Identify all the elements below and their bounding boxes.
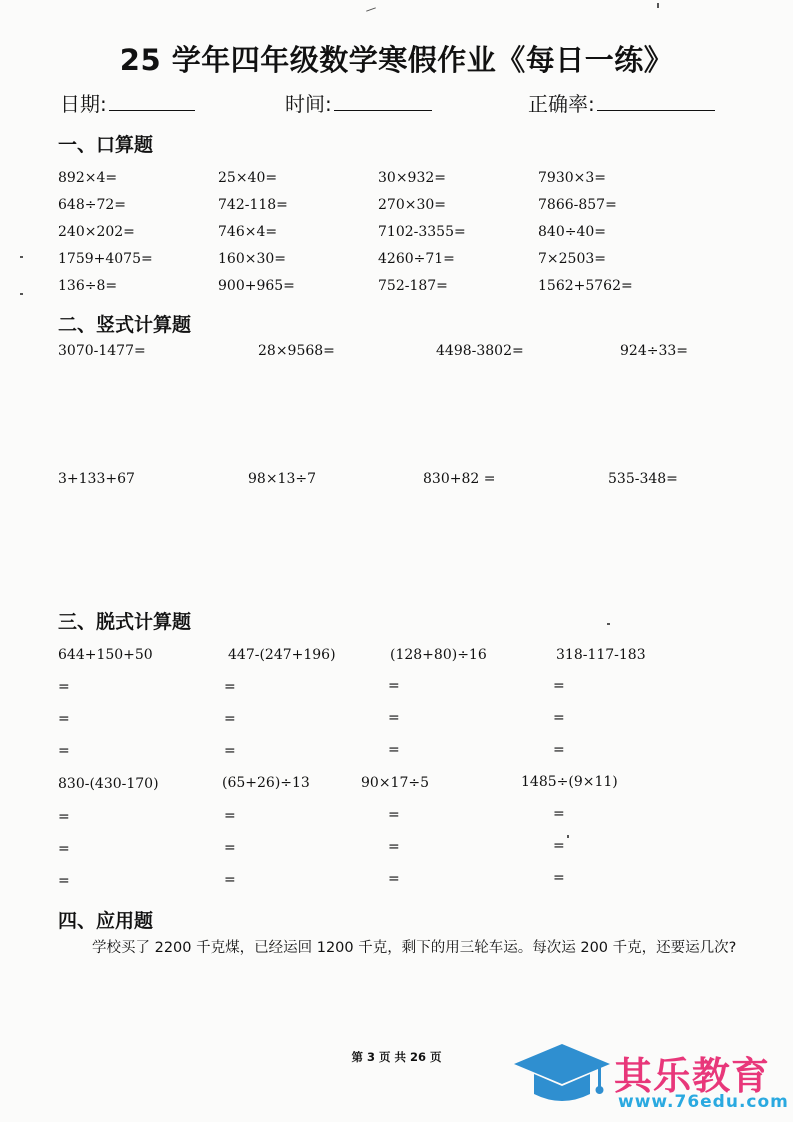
vertical-item: 3+133+67 (58, 471, 135, 487)
accuracy-field (528, 88, 715, 117)
word-problem-text: 学校买了 2200 千克煤，已经运回 1200 千克，剩下的用三轮车运。每次运 200 千克，还要运几次? (92, 940, 737, 956)
equals-sign: = (224, 679, 236, 695)
scan-speck (20, 256, 23, 258)
scan-speck (366, 7, 376, 11)
equals-sign: = (553, 870, 565, 886)
equals-sign: = (224, 808, 236, 824)
section-word-heading: 四、应用题 (58, 910, 154, 932)
equals-sign: = (58, 679, 70, 695)
time-label: 时间: (285, 92, 332, 116)
oral-item: 7102-3355= (378, 224, 466, 240)
oral-item: 240×202= (58, 224, 135, 240)
scan-speck (567, 835, 569, 838)
equals-sign: = (388, 742, 400, 758)
oral-item: 7×2503= (538, 251, 606, 267)
scan-speck (20, 293, 23, 295)
date-field (60, 88, 195, 117)
stepwise-item: 318-117-183 (556, 647, 646, 663)
section-vertical-heading: 二、竖式计算题 (58, 314, 192, 336)
equals-sign: = (58, 711, 70, 727)
equals-sign: = (388, 678, 400, 694)
equals-sign: = (58, 873, 70, 889)
stepwise-item: 644+150+50 (58, 647, 153, 663)
time-field (285, 88, 432, 117)
scan-speck (657, 3, 659, 8)
oral-item: 1759+4075= (58, 251, 153, 267)
equals-sign: = (553, 742, 565, 758)
stepwise-item: 830-(430-170) (58, 776, 159, 792)
oral-item: 900+965= (218, 278, 295, 294)
oral-item: 25×40= (218, 170, 278, 186)
vertical-item: 924÷33= (620, 343, 688, 359)
oral-item: 160×30= (218, 251, 286, 267)
oral-item: 648÷72= (58, 197, 126, 213)
oral-item: 742-118= (218, 197, 288, 213)
stepwise-item: (128+80)÷16 (390, 647, 487, 663)
equals-sign: = (224, 872, 236, 888)
equals-sign: = (224, 840, 236, 856)
equals-sign: = (224, 743, 236, 759)
oral-item: 752-187= (378, 278, 448, 294)
section-stepwise-heading: 三、脱式计算题 (58, 611, 192, 633)
oral-item: 136÷8= (58, 278, 118, 294)
vertical-item: 98×13÷7 (248, 471, 316, 487)
date-label: 日期: (60, 92, 107, 116)
section-oral-heading: 一、口算题 (58, 134, 154, 156)
page-number: 第 3 页 共 26 页 (351, 1050, 442, 1064)
stepwise-item: (65+26)÷13 (222, 775, 310, 791)
date-blank[interactable] (109, 92, 195, 111)
equals-sign: = (553, 838, 565, 854)
oral-item: 892×4= (58, 170, 118, 186)
oral-item: 270×30= (378, 197, 446, 213)
oral-item: 30×932= (378, 170, 446, 186)
equals-sign: = (388, 710, 400, 726)
equals-sign: = (553, 710, 565, 726)
oral-item: 7866-857= (538, 197, 617, 213)
vertical-item: 830+82 = (423, 471, 496, 487)
equals-sign: = (388, 871, 400, 887)
watermark-name: 其乐教育 (614, 1054, 771, 1098)
equals-sign: = (553, 678, 565, 694)
equals-sign: = (224, 711, 236, 727)
oral-item: 7930×3= (538, 170, 606, 186)
equals-sign: = (553, 806, 565, 822)
vertical-item: 3070-1477= (58, 343, 146, 359)
equals-sign: = (58, 841, 70, 857)
accuracy-blank[interactable] (597, 92, 715, 111)
oral-item: 840÷40= (538, 224, 606, 240)
time-blank[interactable] (334, 92, 432, 111)
equals-sign: = (58, 743, 70, 759)
watermark-url: www.76edu.com (618, 1092, 789, 1112)
equals-sign: = (388, 807, 400, 823)
stepwise-item: 447-(247+196) (228, 647, 336, 663)
equals-sign: = (58, 809, 70, 825)
equals-sign: = (388, 839, 400, 855)
stepwise-item: 90×17÷5 (361, 775, 429, 791)
scan-speck (607, 623, 610, 625)
oral-item: 746×4= (218, 224, 278, 240)
page-title: 25 学年四年级数学寒假作业《每日一练》 (119, 43, 674, 77)
vertical-item: 28×9568= (258, 343, 335, 359)
stepwise-item: 1485÷(9×11) (521, 774, 618, 790)
oral-item: 4260÷71= (378, 251, 455, 267)
oral-item: 1562+5762= (538, 278, 633, 294)
vertical-item: 535-348= (608, 471, 678, 487)
vertical-item: 4498-3802= (436, 343, 524, 359)
accuracy-label: 正确率: (528, 92, 595, 116)
graduation-cap-icon (510, 1042, 612, 1116)
